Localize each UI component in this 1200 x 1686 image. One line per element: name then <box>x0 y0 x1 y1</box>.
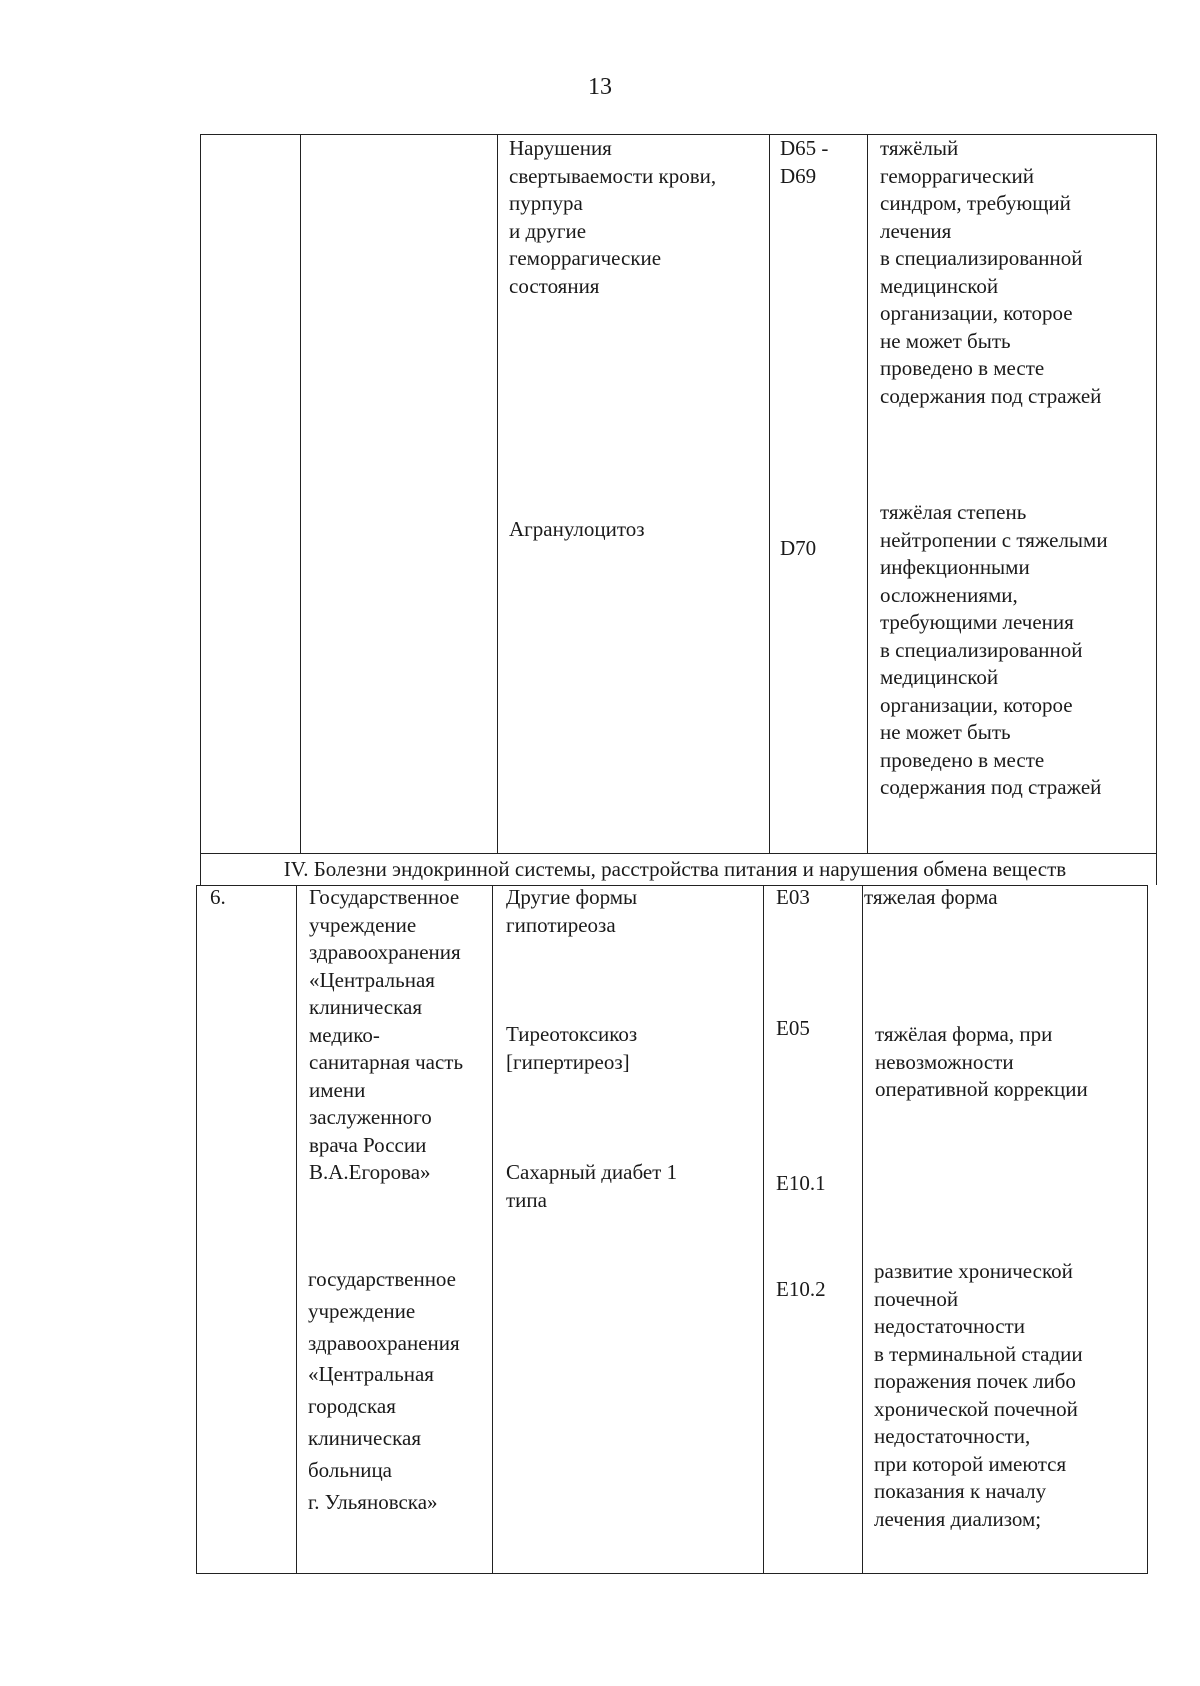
icd-code: D65 - D69 <box>780 136 829 188</box>
institution-name: Государственное учреждение здравоохранения «Центральная клиническая медико- санитарная часть имени заслуженного врача России В.А.Егорова» <box>309 885 464 1184</box>
page-number: 13 <box>588 74 612 100</box>
institution-name: государственное учреждение здравоохранения «Центральная городская клиническая больница г. Ульяновска» <box>308 1267 460 1514</box>
icd-code: E10.1 <box>776 1171 826 1195</box>
criteria-text: тяжёлый геморрагический синдром, требующий лечения в специализированной медицинской организации, которое не может быть проведено в месте содержания под стражей <box>880 136 1102 408</box>
disease-name: Нарушения свертываемости крови, пурпура и другие геморрагические состояния <box>509 136 717 298</box>
disease-name: Сахарный диабет 1 типа <box>506 1160 678 1212</box>
icd-code: E03 <box>776 885 810 909</box>
disease-name: Другие формы гипотиреоза <box>506 885 638 937</box>
disease-name: Агранулоцитоз <box>509 517 645 541</box>
section-heading: IV. Болезни эндокринной системы, расстройства питания и нарушения обмена веществ <box>283 857 1067 881</box>
criteria-text: тяжёлая степень нейтропении с тяжелыми инфекционными осложнениями, требующими лечения в специализированной медицинской организации, которое не может быть проведено в месте содержания под стражей <box>880 500 1108 799</box>
icd-code: E10.2 <box>776 1277 826 1301</box>
criteria-text: тяжёлая форма, при невозможности оперативной коррекции <box>875 1022 1088 1101</box>
icd-code: D70 <box>780 536 817 560</box>
criteria-text: тяжелая форма <box>864 885 998 909</box>
icd-code: E05 <box>776 1016 810 1040</box>
criteria-text: развитие хронической почечной недостаточности в терминальной стадии поражения почек либо хронической почечной недостаточности, при которой имеются показания к началу лечения диализом; <box>874 1259 1083 1531</box>
disease-name: Тиреотоксикоз [гипертиреоз] <box>506 1022 638 1074</box>
row-number: 6. <box>210 885 226 909</box>
